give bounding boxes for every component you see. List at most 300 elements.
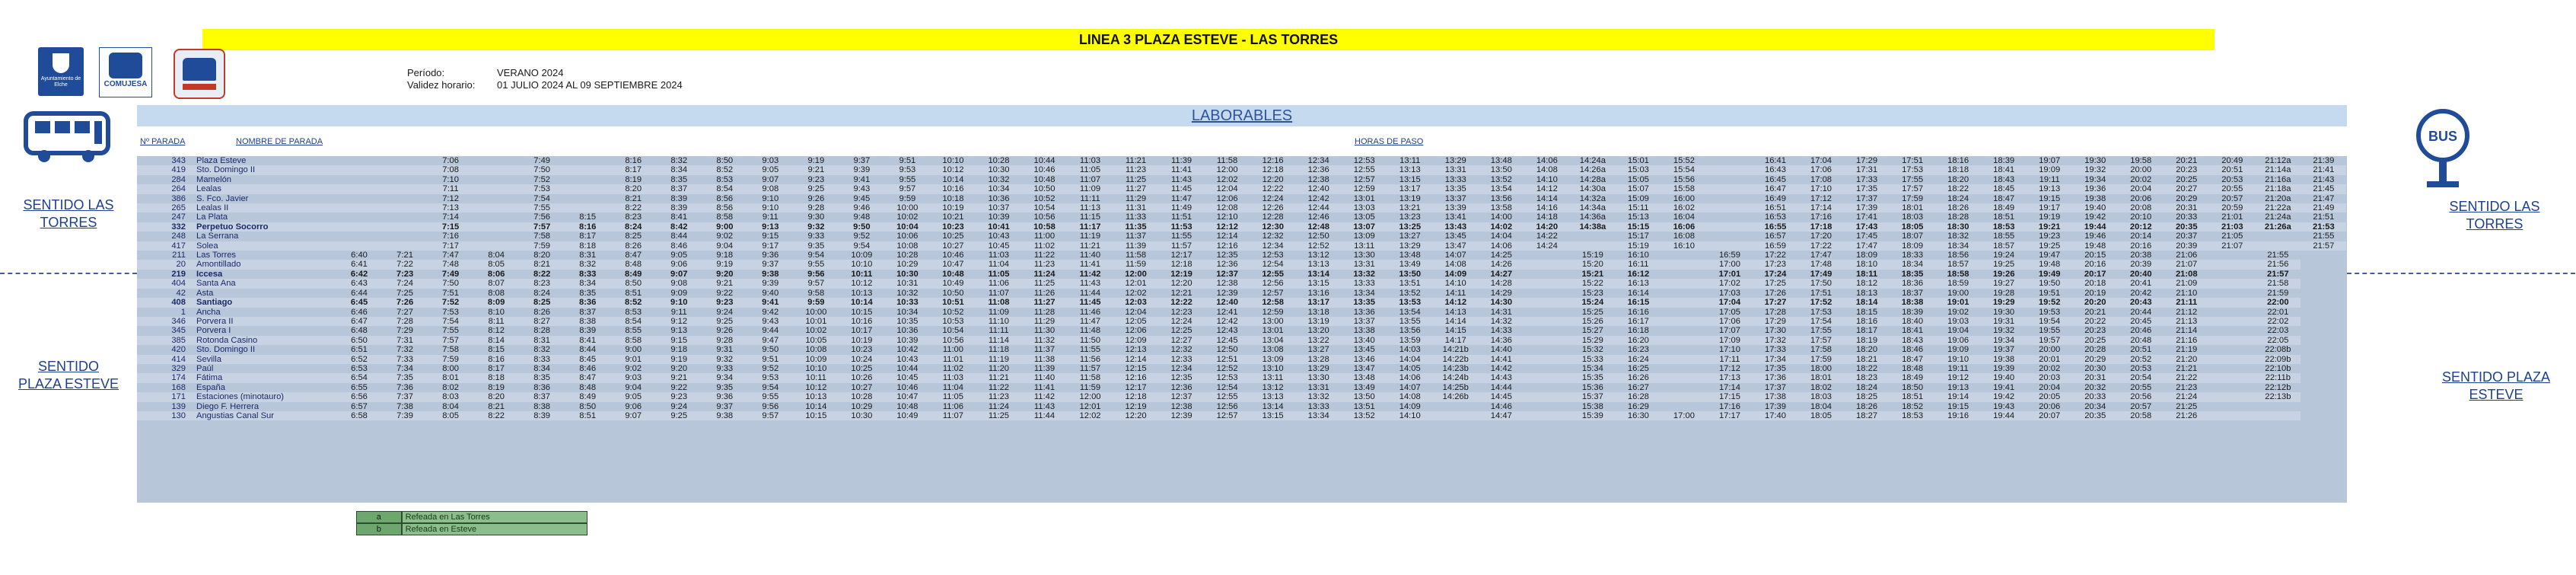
time-cell: 6:41 (351, 260, 368, 270)
time-cell: 18:12 (1856, 279, 1878, 289)
time-cell: 9:51 (762, 354, 779, 364)
time-cell: 6:53 (351, 363, 368, 373)
time-cell: 11:19 (988, 354, 1010, 364)
time-cell: 11:50 (1079, 335, 1101, 345)
sentido-plaza-esteve-right[interactable]: SENTIDO PLAZA ESTEVE (2441, 369, 2551, 402)
time-cell: 10:44 (1033, 156, 1056, 165)
time-cell: 21:09 (2176, 279, 2198, 289)
time-cell: 10:26 (851, 373, 873, 383)
time-cell: 19:13 (2039, 184, 2061, 194)
time-cell: 10:39 (896, 335, 919, 345)
table-row (137, 373, 2346, 382)
time-cell: 21:13 (2176, 316, 2198, 326)
time-cell: 16:16 (1627, 307, 1649, 317)
time-cell: 19:10 (1947, 354, 1969, 364)
stop-code: 329 (171, 363, 186, 373)
time-cell: 15:23 (1581, 288, 1603, 298)
time-cell: 10:13 (851, 288, 873, 298)
time-cell: 12:36 (1307, 165, 1329, 175)
time-cell: 9:34 (716, 373, 734, 383)
time-cell: 13:31 (1444, 165, 1466, 175)
stop-name: Estaciones (minotauro) (196, 392, 285, 402)
time-cell: 20:38 (2130, 251, 2152, 260)
time-cell: 12:44 (1307, 203, 1329, 213)
time-cell: 9:43 (853, 184, 871, 194)
time-cell: 9:36 (762, 251, 779, 260)
time-cell: 11:31 (1125, 203, 1147, 213)
time-cell: 12:42 (1307, 193, 1329, 203)
time-cell: 12:56 (1216, 401, 1238, 411)
time-cell: 8:50 (579, 401, 597, 411)
sentido-las-torres-left[interactable]: SENTIDO LAS TORRES (23, 197, 114, 230)
time-cell: 11:08 (988, 298, 1010, 308)
time-cell: 10:08 (896, 241, 919, 251)
time-cell: 13:11 (1399, 156, 1421, 165)
time-cell: 7:52 (533, 174, 551, 184)
time-cell (382, 203, 428, 212)
time-cell: 14:25b (1442, 382, 1469, 392)
time-cell (2209, 402, 2255, 411)
time-cell: 10:45 (988, 241, 1010, 251)
time-cell (2209, 383, 2255, 392)
time-cell: 13:53 (1399, 298, 1422, 308)
time-cell: 14:08 (1444, 260, 1466, 270)
time-cell: 11:05 (1079, 165, 1101, 175)
stop-name: Porvera I (196, 326, 231, 336)
time-cell: 8:48 (579, 382, 597, 392)
time-cell: 15:33 (1581, 354, 1603, 364)
time-cell: 21:51 (2313, 212, 2335, 222)
time-cell: 9:42 (762, 307, 779, 317)
time-cell: 17:15 (1718, 392, 1740, 402)
time-cell: 21:08 (2175, 269, 2198, 279)
time-cell: 11:02 (942, 363, 963, 373)
time-cell: 18:04 (1810, 401, 1832, 411)
time-cell: 19:46 (2084, 232, 2106, 241)
time-cell: 10:15 (851, 307, 873, 317)
time-cell: 16:11 (1628, 260, 1649, 270)
time-cell: 16:45 (1764, 174, 1786, 184)
time-cell: 13:31 (1353, 260, 1375, 270)
time-cell: 8:01 (442, 373, 459, 383)
time-cell: 21:49 (2313, 203, 2335, 213)
time-cell: 19:37 (1993, 345, 2015, 355)
time-cell: 13:46 (1353, 354, 1375, 364)
time-cell: 9:31 (716, 345, 734, 355)
stop-code: 42 (176, 288, 186, 298)
time-cell: 14:10 (1399, 410, 1421, 420)
time-cell: 14:04 (1399, 354, 1421, 364)
time-cell: 12:00 (1216, 165, 1238, 175)
time-cell: 18:47 (1902, 354, 1924, 364)
time-cell (1661, 289, 1707, 298)
time-cell: 12:06 (1216, 193, 1238, 203)
time-cell: 10:42 (896, 345, 919, 355)
time-cell: 9:04 (625, 382, 642, 392)
time-cell: 19:23 (2039, 232, 2061, 241)
time-cell: 14:24b (1442, 373, 1469, 383)
time-cell: 16:06 (1673, 222, 1696, 232)
table-row (137, 279, 2346, 288)
time-cell: 7:57 (533, 222, 551, 232)
time-cell: 12:27 (1170, 335, 1192, 345)
time-cell: 8:44 (670, 232, 688, 241)
time-cell: 10:25 (942, 232, 964, 241)
time-cell: 9:09 (670, 288, 688, 298)
time-cell: 21:14 (2176, 326, 2198, 336)
time-cell: 9:24 (716, 307, 734, 317)
time-cell: 12:52 (1216, 363, 1238, 373)
time-cell: 19:07 (2039, 156, 2061, 165)
time-cell: 7:57 (442, 335, 459, 345)
time-cell: 9:46 (853, 203, 871, 213)
time-cell (2255, 411, 2301, 420)
time-cell: 20:06 (2039, 401, 2061, 411)
time-cell (336, 165, 382, 174)
time-cell: 7:26 (396, 298, 414, 308)
table-row (137, 392, 2346, 401)
time-cell: 10:08 (805, 345, 827, 355)
time-cell: 18:23 (1856, 373, 1878, 383)
time-cell: 17:14 (1718, 382, 1740, 392)
time-cell: 12:53 (1353, 156, 1375, 165)
time-cell: 11:09 (1079, 184, 1101, 194)
time-cell: 12:37 (1216, 269, 1238, 279)
time-cell: 18:35 (1901, 269, 1924, 279)
time-cell (2209, 345, 2255, 354)
time-cell: 10:32 (896, 288, 919, 298)
time-cell: 16:53 (1764, 212, 1786, 222)
time-cell: 17:39 (1764, 401, 1786, 411)
time-cell: 8:19 (625, 174, 642, 184)
time-cell (2209, 364, 2255, 373)
time-cell: 17:59 (1902, 193, 1924, 203)
stop-code: 248 (171, 232, 186, 241)
table-row (137, 232, 2346, 241)
time-cell: 18:13 (1856, 288, 1878, 298)
time-cell: 11:55 (1079, 345, 1101, 355)
time-cell: 8:09 (487, 298, 505, 308)
time-cell: 15:19 (1581, 251, 1603, 260)
time-cell: 20:55 (2221, 184, 2243, 194)
time-cell: 8:34 (533, 363, 551, 373)
time-cell: 8:32 (670, 156, 688, 165)
time-cell: 12:17 (1125, 382, 1147, 392)
time-cell: 11:32 (1033, 335, 1056, 345)
time-cell: 12:32 (1170, 345, 1192, 355)
time-cell (2209, 373, 2255, 382)
time-cell: 9:08 (670, 279, 688, 289)
time-cell: 13:29 (1444, 156, 1466, 165)
time-cell: 17:12 (1718, 363, 1740, 373)
stop-name: Diego F. Herrera (196, 401, 260, 411)
header-horas-paso: HORAS DE PASO (1355, 137, 1424, 146)
time-cell: 22:12b (2265, 382, 2291, 392)
time-cell: 9:45 (853, 193, 871, 203)
stop-code: 174 (171, 373, 186, 383)
time-cell: 9:26 (716, 326, 734, 336)
time-cell: 8:12 (488, 326, 505, 336)
table-row (137, 175, 2346, 184)
time-cell: 19:32 (2084, 165, 2106, 175)
time-cell: 11:48 (1079, 326, 1101, 336)
time-cell: 21:06 (2176, 251, 2198, 260)
time-cell: 16:59 (1718, 251, 1740, 260)
time-cell: 12:54 (1216, 382, 1238, 392)
time-cell (336, 232, 382, 241)
time-cell: 14:30a (1579, 184, 1606, 194)
sentido-plaza-esteve-left[interactable]: SENTIDO PLAZA ESTEVE (18, 359, 119, 391)
time-cell: 13:52 (1353, 410, 1375, 420)
time-cell: 9:33 (807, 232, 825, 241)
time-cell: 11:26 (1033, 288, 1056, 298)
time-cell (1661, 298, 1707, 307)
stop-code: 264 (171, 184, 186, 194)
time-cell: 8:06 (487, 269, 505, 279)
time-cell: 10:23 (942, 222, 964, 232)
time-cell: 17:33 (1856, 174, 1878, 184)
stop-code: 284 (171, 174, 186, 184)
time-cell: 14:14 (1444, 316, 1466, 326)
time-cell: 16:14 (1627, 288, 1649, 298)
time-cell: 17:59 (1810, 354, 1832, 364)
time-cell: 13:33 (1353, 279, 1375, 289)
time-cell: 21:59 (2267, 288, 2289, 298)
time-cell: 22:03 (2267, 326, 2289, 336)
time-cell: 12:58 (1262, 298, 1284, 308)
time-cell: 6:56 (351, 392, 368, 402)
stop-name: Plaza Esteve (196, 156, 247, 165)
time-cell: 8:07 (488, 279, 505, 289)
time-cell: 18:51 (1902, 392, 1924, 402)
table-row (137, 402, 2346, 411)
time-cell: 10:04 (896, 222, 919, 232)
time-cell: 12:51 (1216, 354, 1238, 364)
time-cell: 15:19 (1627, 241, 1649, 251)
time-cell: 16:43 (1764, 165, 1786, 175)
time-cell: 16:30 (1627, 410, 1649, 420)
time-cell: 15:11 (1628, 203, 1649, 213)
time-cell: 8:53 (716, 174, 734, 184)
time-cell (2209, 260, 2255, 269)
time-cell: 9:25 (807, 184, 825, 194)
time-cell (336, 184, 382, 193)
time-cell: 14:03 (1399, 345, 1421, 355)
table-row (137, 345, 2346, 354)
time-cell: 7:53 (442, 307, 459, 317)
time-cell: 19:02 (1947, 307, 1969, 317)
time-cell: 17:10 (1810, 184, 1832, 194)
time-cell: 12:54 (1262, 260, 1284, 270)
time-cell: 17:32 (1764, 335, 1786, 345)
time-cell: 8:48 (625, 260, 642, 270)
time-cell: 11:44 (1079, 288, 1101, 298)
time-cell: 14:40 (1490, 345, 1512, 355)
table-row (137, 165, 2346, 174)
time-cell (1661, 279, 1707, 288)
time-cell (1524, 392, 1570, 401)
time-cell (473, 156, 519, 165)
time-cell: 12:18 (1125, 392, 1147, 402)
time-cell: 19:43 (1993, 401, 2015, 411)
time-cell: 13:39 (1444, 203, 1466, 213)
time-cell: 18:33 (1902, 251, 1924, 260)
time-cell: 14:10 (1536, 174, 1558, 184)
time-cell: 7:58 (442, 345, 459, 355)
time-cell: 13:15 (1307, 279, 1329, 289)
time-cell: 7:59 (442, 354, 459, 364)
time-cell: 20:03 (2039, 373, 2061, 383)
time-cell: 8:35 (533, 373, 551, 383)
time-cell: 11:03 (1079, 156, 1101, 165)
time-cell: 19:38 (2084, 193, 2106, 203)
time-cell: 9:10 (670, 298, 688, 308)
time-cell: 11:00 (1033, 232, 1056, 241)
time-cell: 11:40 (1079, 251, 1101, 260)
time-cell: 12:48 (1307, 222, 1329, 232)
time-cell: 16:17 (1627, 316, 1649, 326)
comujesa-logo (99, 47, 152, 97)
time-cell: 9:47 (762, 335, 779, 345)
time-cell: 7:50 (442, 279, 459, 289)
time-cell: 11:40 (1033, 373, 1056, 383)
time-cell: 9:07 (670, 269, 688, 279)
time-cell: 10:46 (942, 251, 964, 260)
time-cell: 11:18 (988, 345, 1010, 355)
time-cell: 17:26 (1764, 288, 1786, 298)
time-cell: 9:56 (762, 401, 779, 411)
time-cell (382, 156, 428, 165)
time-cell: 12:34 (1170, 363, 1192, 373)
time-cell: 21:20 (2176, 354, 2198, 364)
time-cell: 10:49 (896, 410, 919, 420)
time-cell: 7:25 (396, 288, 413, 298)
time-cell: 10:34 (988, 184, 1010, 194)
time-cell: 9:48 (853, 212, 871, 222)
time-cell: 8:22 (625, 203, 642, 213)
time-cell: 20:32 (2084, 382, 2106, 392)
time-cell: 20:57 (2130, 401, 2152, 411)
time-cell: 8:31 (579, 251, 597, 260)
time-cell: 10:11 (805, 373, 826, 383)
time-cell: 13:22 (1307, 335, 1329, 345)
time-cell: 13:51 (1399, 279, 1421, 289)
time-cell: 12:23 (1170, 307, 1192, 317)
time-cell: 8:14 (488, 335, 505, 345)
time-cell: 8:39 (533, 410, 551, 420)
time-cell: 10:29 (851, 401, 873, 411)
time-cell: 12:55 (1262, 269, 1284, 279)
time-cell: 9:30 (807, 212, 825, 222)
time-cell: 10:30 (851, 410, 873, 420)
time-cell: 11:28 (1033, 307, 1056, 317)
time-cell: 6:43 (351, 279, 368, 289)
time-cell: 7:06 (442, 156, 459, 165)
stop-name: Iccesa (196, 269, 223, 279)
time-cell: 18:26 (1856, 401, 1878, 411)
time-cell: 19:11 (1947, 363, 1969, 373)
time-cell: 8:20 (533, 251, 551, 260)
time-cell: 12:37 (1170, 392, 1192, 402)
time-cell: 8:20 (625, 184, 642, 194)
time-cell: 17:33 (1764, 345, 1786, 355)
time-cell: 20:16 (2084, 260, 2106, 270)
time-cell: 9:18 (716, 251, 734, 260)
time-cell: 13:09 (1262, 354, 1284, 364)
time-cell: 18:51 (1993, 212, 2015, 222)
time-cell (1661, 317, 1707, 326)
sentido-las-torres-right[interactable]: SENTIDO LAS TORRES (2449, 199, 2540, 232)
time-cell (473, 212, 519, 222)
time-cell: 13:37 (1353, 316, 1375, 326)
time-cell: 17:18 (1810, 222, 1832, 232)
time-cell: 8:21 (533, 260, 551, 270)
time-cell: 18:00 (1810, 363, 1832, 373)
time-cell (1524, 373, 1570, 382)
time-cell: 9:22 (670, 382, 688, 392)
time-cell: 14:06 (1536, 156, 1558, 165)
time-cell: 16:12 (1627, 269, 1650, 279)
time-cell: 18:53 (1902, 410, 1924, 420)
time-cell: 20:57 (2221, 193, 2243, 203)
time-cell: 8:33 (533, 354, 551, 364)
legend-code: b (356, 523, 402, 535)
time-cell: 20:29 (2084, 354, 2106, 364)
time-cell: 9:40 (762, 288, 779, 298)
time-cell: 13:00 (1262, 316, 1284, 326)
time-cell: 18:40 (1902, 316, 1924, 326)
time-cell: 13:10 (1262, 363, 1284, 373)
time-cell: 12:14 (1125, 354, 1147, 364)
time-cell: 15:38 (1581, 401, 1603, 411)
time-cell: 11:29 (1125, 193, 1147, 203)
time-cell: 20:00 (2039, 345, 2061, 355)
time-cell: 13:13 (1399, 165, 1421, 175)
time-cell: 19:25 (1993, 260, 2015, 270)
time-cell: 12:01 (1079, 401, 1101, 411)
table-row (137, 411, 2346, 420)
time-cell: 9:15 (670, 335, 688, 345)
time-cell: 14:28a (1579, 174, 1606, 184)
time-cell: 21:07 (2176, 260, 2198, 270)
time-cell: 9:23 (670, 392, 688, 402)
time-cell: 14:30 (1490, 298, 1513, 308)
time-cell: 9:55 (807, 260, 825, 270)
time-cell: 8:32 (579, 260, 597, 270)
stop-code: 219 (171, 269, 186, 279)
time-cell: 10:30 (896, 269, 919, 279)
time-cell: 16:20 (1627, 335, 1649, 345)
time-cell: 12:05 (1125, 316, 1147, 326)
time-cell: 17:12 (1810, 193, 1832, 203)
schedule-info (407, 67, 683, 91)
stop-name: Amontillado (196, 260, 241, 270)
time-cell: 6:47 (351, 316, 368, 326)
time-cell: 19:01 (1947, 298, 1969, 308)
time-cell (1524, 345, 1570, 354)
time-cell: 19:49 (2038, 269, 2061, 279)
periodo-value: VERANO 2024 (497, 67, 564, 78)
time-cell: 14:26 (1490, 260, 1512, 270)
time-cell: 9:06 (670, 260, 688, 270)
time-cell (1661, 251, 1707, 260)
time-cell: 11:42 (1079, 269, 1101, 279)
time-cell: 14:02 (1490, 222, 1513, 232)
time-cell: 12:38 (1216, 279, 1238, 289)
time-cell: 12:02 (1216, 174, 1238, 184)
time-cell: 8:28 (533, 326, 551, 336)
time-cell: 12:24 (1170, 316, 1192, 326)
